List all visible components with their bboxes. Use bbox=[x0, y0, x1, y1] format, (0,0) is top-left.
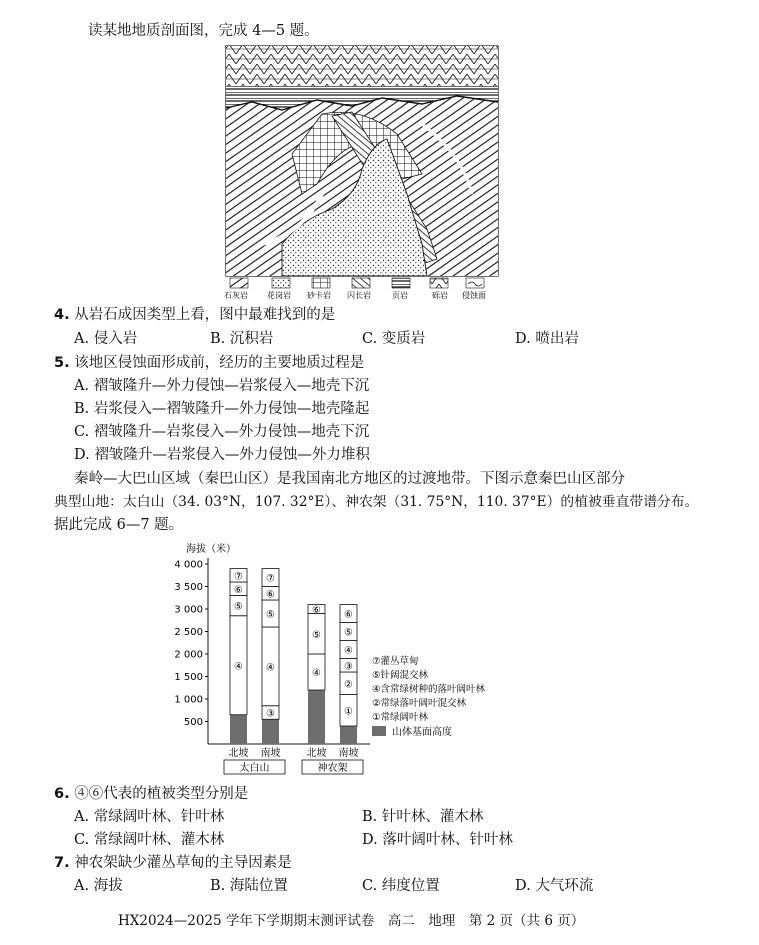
intro-text-2-line-1: 秦岭—大巴山区域（秦巴山区）是我国南北方地区的过渡地带。下图示意秦巴山区部分 bbox=[74, 471, 625, 487]
y-tick-label: 1 000 bbox=[174, 694, 203, 706]
q5-option-b: B. 岩浆侵入—褶皱隆升—外力侵蚀—地壳隆起 bbox=[74, 401, 370, 417]
question-stem: ④⑥代表的植被类型分别是 bbox=[74, 786, 249, 802]
question-number: 7. bbox=[54, 855, 70, 871]
legend-diorite: 闪长岩 bbox=[347, 291, 371, 300]
q6-option-a: A. 常绿阔叶林、针叶林 bbox=[74, 809, 225, 825]
y-axis-label: 海拔（米） bbox=[186, 544, 236, 555]
column-神农架-北坡 bbox=[308, 605, 325, 745]
x-tick-label: 南坡 bbox=[260, 748, 281, 759]
chart-legend bbox=[372, 655, 486, 738]
legend-shale: 页岩 bbox=[392, 291, 408, 300]
band-label: ⑦ bbox=[266, 573, 275, 585]
q4-option-c: C. 变质岩 bbox=[362, 331, 426, 347]
column-神农架-南坡 bbox=[340, 605, 357, 745]
y-tick-label: 2 000 bbox=[174, 649, 203, 661]
intro-text-1: 读某地地质剖面图，完成 4—5 题。 bbox=[88, 23, 319, 39]
legend-item: ⑤针阔混交林 bbox=[372, 670, 429, 681]
question-6 bbox=[54, 785, 248, 803]
x-tick-label: 北坡 bbox=[228, 748, 249, 759]
q7-option-d: D. 大气环流 bbox=[515, 878, 594, 894]
band-label: ① bbox=[344, 706, 353, 718]
legend-skarn: 砂卡岩 bbox=[307, 291, 331, 300]
band-label: ⑥ bbox=[266, 589, 275, 601]
legend-gravel: 砾岩 bbox=[432, 291, 448, 300]
band-label: ⑥ bbox=[344, 609, 353, 621]
question-4 bbox=[54, 306, 335, 324]
y-tick-label: 500 bbox=[183, 717, 203, 728]
intro-text-2-line-2: 典型山地：太白山（34. 03°N，107. 32°E）、神农架（31. 75°N，110. 37°E）的植被垂直带谱分布。 bbox=[54, 494, 699, 510]
legend-item: 山体基面高度 bbox=[392, 727, 452, 738]
mountain-label: 神农架 bbox=[317, 763, 348, 774]
legend-item: ④含常绿树种的落叶阔叶林 bbox=[372, 684, 486, 695]
q7-option-c: C. 纬度位置 bbox=[362, 878, 440, 894]
band-label: ⑦ bbox=[234, 571, 243, 583]
y-tick-label: 4 000 bbox=[174, 559, 203, 571]
x-tick-label: 南坡 bbox=[338, 748, 359, 759]
band-label: ⑤ bbox=[312, 629, 321, 641]
question-number: 4. bbox=[54, 307, 70, 323]
legend-swatch bbox=[372, 726, 386, 736]
column-太白山-南坡 bbox=[262, 569, 279, 745]
q5-option-c: C. 褶皱隆升—岩浆侵入—外力侵蚀—地壳下沉 bbox=[74, 424, 370, 440]
q4-option-d: D. 喷出岩 bbox=[515, 331, 579, 347]
base-height-bar bbox=[308, 690, 325, 744]
y-tick-label: 3 000 bbox=[174, 604, 203, 616]
q6-option-c: C. 常绿阔叶林、灌木林 bbox=[74, 832, 225, 848]
x-axis-labels bbox=[224, 746, 363, 774]
band-label: ④ bbox=[266, 662, 275, 674]
band-label: ③ bbox=[266, 708, 275, 720]
page-footer: HX2024—2025 学年下学期期末测评试卷 高二 地理 第 2 页（共 6 页） bbox=[118, 913, 585, 929]
intro-text-2-line-3: 据此完成 6—7 题。 bbox=[54, 517, 184, 533]
question-stem: 从岩石成因类型上看，图中最难找到的是 bbox=[74, 307, 336, 323]
vegetation-vertical-zone-chart bbox=[170, 538, 540, 778]
x-tick-label: 北坡 bbox=[306, 748, 327, 759]
base-height-bar bbox=[340, 726, 357, 744]
legend-item: ②常绿落叶阔叶混交林 bbox=[372, 698, 467, 709]
band-label: ④ bbox=[312, 668, 321, 679]
base-height-bar bbox=[262, 719, 279, 744]
chart-columns bbox=[230, 569, 357, 745]
band-label: ④ bbox=[344, 645, 353, 657]
q5-option-a: A. 褶皱隆升—外力侵蚀—岩浆侵入—地壳下沉 bbox=[74, 378, 370, 394]
q7-option-b: B. 海陆位置 bbox=[210, 878, 288, 894]
q4-option-b: B. 沉积岩 bbox=[210, 331, 274, 347]
band-label: ⑥ bbox=[234, 584, 243, 596]
question-7 bbox=[54, 854, 292, 872]
base-height-bar bbox=[230, 715, 247, 744]
question-stem: 神农架缺少灌丛草甸的主导因素是 bbox=[74, 855, 292, 871]
legend-granite: 花岗岩 bbox=[267, 291, 291, 300]
q7-option-a: A. 海拔 bbox=[74, 878, 123, 894]
band-label: ⑤ bbox=[266, 609, 275, 621]
q5-option-d: D. 褶皱隆升—岩浆侵入—外力侵蚀—外力堆积 bbox=[74, 447, 370, 463]
y-tick-label: 3 500 bbox=[174, 582, 203, 593]
band-label: ⑤ bbox=[344, 627, 353, 639]
band-label: ④ bbox=[234, 661, 243, 673]
question-number: 5. bbox=[54, 355, 70, 371]
legend-limestone: 石灰岩 bbox=[224, 291, 248, 300]
question-number: 6. bbox=[54, 786, 70, 802]
legend-item: ①常绿阔叶林 bbox=[372, 712, 429, 723]
question-stem: 该地区侵蚀面形成前，经历的主要地质过程是 bbox=[74, 355, 365, 371]
band-label: ③ bbox=[344, 661, 353, 673]
geo-legend bbox=[224, 278, 486, 300]
column-太白山-北坡 bbox=[230, 569, 247, 745]
q6-option-d: D. 落叶阔叶林、针叶林 bbox=[362, 832, 513, 848]
q4-option-a: A. 侵入岩 bbox=[74, 331, 138, 347]
geologic-cross-section bbox=[222, 44, 504, 300]
question-5 bbox=[54, 354, 364, 372]
band-label: ⑤ bbox=[234, 601, 243, 613]
legend-erosion: 侵蚀面 bbox=[462, 291, 486, 300]
mountain-label: 太白山 bbox=[239, 763, 270, 774]
legend-item: ⑦灌丛草甸 bbox=[372, 656, 419, 667]
y-tick-label: 1 500 bbox=[174, 672, 203, 683]
y-tick-label: 2 500 bbox=[174, 627, 203, 638]
band-label: ⑥ bbox=[312, 605, 321, 616]
q6-option-b: B. 针叶林、灌木林 bbox=[362, 809, 484, 825]
band-label: ② bbox=[344, 679, 353, 691]
